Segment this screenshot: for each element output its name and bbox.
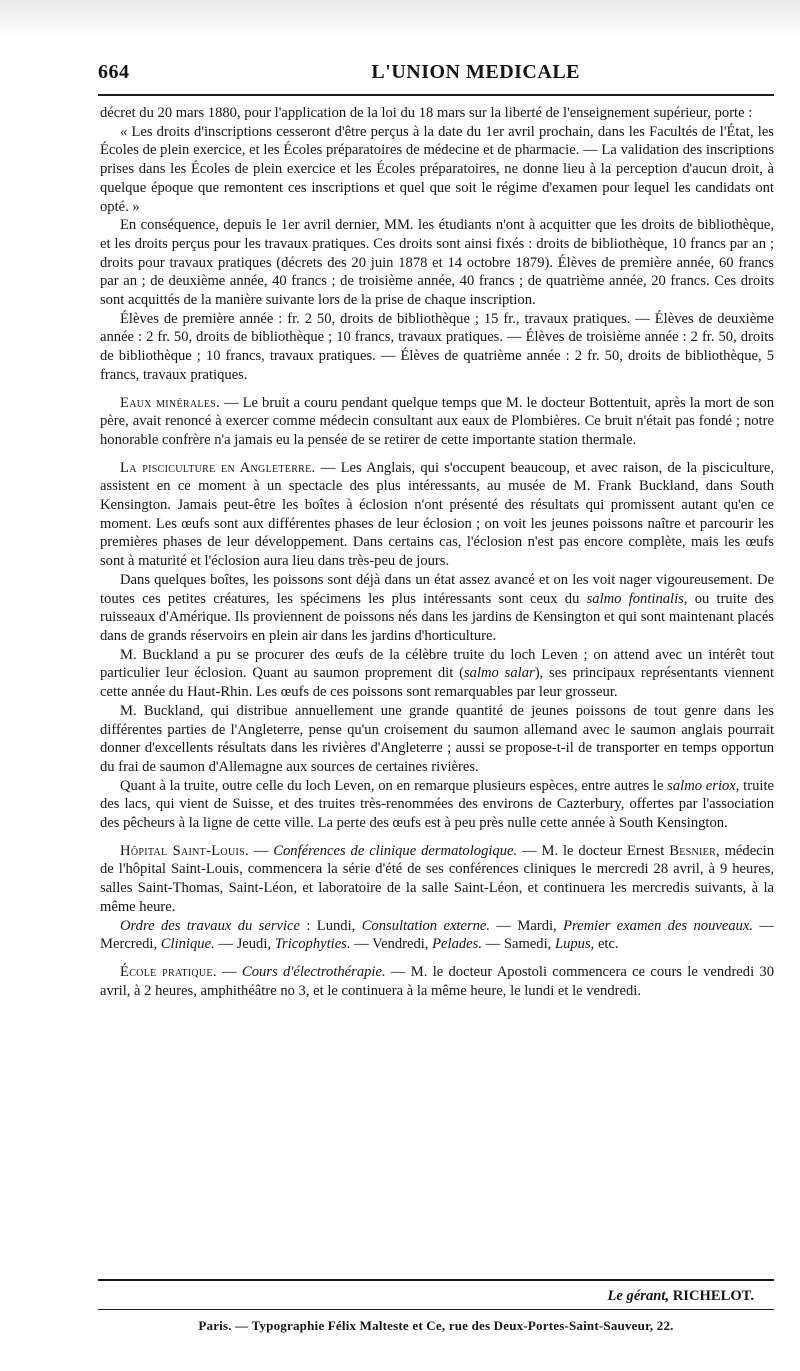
eaux-minerales-section — [100, 394, 774, 450]
species-name: salmo eriox — [667, 777, 736, 794]
decree-quote: « Les droits d'inscriptions cesseront d'être perçus à la date du 1er avril prochain, dans les Facultés de l'État, les Écoles de plein exercice, et les Écoles préparatoires de médecine et de pharmacie. — La validation des inscriptions prises dans les Écoles de plein exercice et les Écoles préparatoires, ne donne lieu à la perception d'aucun droit, à quelque époque que remontent ces inscriptions et quel que soit le régime d'examen pour lequel les candidats ont opté. » — [100, 123, 774, 215]
section-heading: Hôpital Saint-Louis. — [120, 842, 249, 859]
journal-title: L'UNION MEDICALE — [371, 61, 580, 83]
header-rule — [98, 94, 774, 96]
section-heading: École pratique. — [120, 963, 217, 980]
hopital-saint-louis-section: Hôpital Saint-Louis. — Conférences de clinique dermatologique. — M. le docteur Ernest Besnier, médecin de l'hôpital Saint-Louis, commencera la série d'été de ses conférences cliniques le mercredi 28 avril, à 9 heures, salles Saint-Thomas, Saint-Léon, et laboratoire de la salle Saint-Léon, et continuera les mercredis suivants, à la même heure. — [100, 842, 775, 915]
pisciculture-section — [100, 459, 774, 571]
page-top-shadow — [0, 0, 800, 38]
printer-imprint: Paris. — Typographie Félix Malteste et Ce, rue des Deux-Portes-Saint-Sauveur, 22. — [198, 1318, 674, 1333]
page-header — [98, 58, 770, 84]
section-heading: La pisciculture en Angleterre. — [120, 459, 316, 476]
pisciculture-paragraph: M. Buckland, qui distribue annuellement une grande quantité de jeunes poissons de tout genre dans les différentes parties de l'Angleterre, pense qu'un croisement du saumon allemand avec le saumon anglais pourrait donner d'excellents résultats dans les rivières d'Angleterre ; aussi se propose-t-il de transporter en temps opportun du frai de saumon d'Allemagne aux sources de certaines rivières. — [100, 702, 774, 775]
footer-rule — [98, 1279, 774, 1281]
gerant-signature: Le gérant, RICHELOT. — [607, 1288, 754, 1304]
fees-by-year: Élèves de première année : fr. 2 50, droits de bibliothèque ; 15 fr., travaux pratiques. — Élèves de deuxième année : 2 fr. 50, droits de bibliothèque ; 10 francs, travaux pratiques. — Élèves de troisième année : 2 fr. 50, droits de bibliothèque ; 10 francs, travaux pratiques. — Élèves de quatrième année : 2 fr. 50, droits de bibliothèque, 5 francs, travaux pratiques. — [100, 310, 774, 383]
article-body — [100, 104, 774, 1000]
section-text: — Le bruit a couru pendant quelque temps que M. le docteur Bottentuit, après la mort de son père, avait renoncé à exercer comme médecin consultant aux eaux de Plombières. Ce bruit n'était pas fondé ; notre honorable confrère n'a jamais eu la pensée de se retirer de cette importante station thermale. — [100, 394, 774, 448]
ecole-pratique-section: École pratique. — Cours d'électrothérapie. — M. le docteur Apostoli commencera ce cours le vendredi 30 avril, à 2 heures, amphithéâtre no 3, et le continuera à la même heure, le lundi et le vendredi. — [100, 963, 775, 999]
footer-rule-2 — [98, 1309, 774, 1310]
species-name: salmo salar — [463, 665, 535, 682]
fees-paragraph: En conséquence, depuis le 1er avril dernier, MM. les étudiants n'ont à acquitter que les droits de bibliothèque, et les droits perçus pour les travaux pratiques. Ces droits sont ainsi fixés : droits de bibliothèque, 10 francs par an ; droits pour travaux pratiques (décrets des 20 juin 1878 et 14 octobre 1879). Élèves de première année, 60 francs par an ; de deuxième année, 40 francs ; de troisième année, 40 francs ; de quatrième année, 20 francs. Ces droits sont acquittés de la manière suivante lors de la prise de chaque inscription. — [100, 217, 774, 309]
service-schedule: Ordre des travaux du service : Lundi, Consultation externe. — Mardi, Premier examen des nouveaux. — Mercredi, Clinique. — Jeudi, Tricophyties. — Vendredi, Pelades. — Samedi, Lupus, etc. — [100, 917, 775, 953]
pisciculture-paragraph: M. Buckland a pu se procurer des œufs de la célèbre truite du loch Leven ; on attend avec un intérêt tout particulier leur éclosion. Quant au saumon proprement dit (salmo salar), ses principaux représentants viennent cette année du Haut-Rhin. Les œufs de ces poissons sont remarquables par leur grosseur. — [100, 646, 775, 701]
section-text: — Les Anglais, qui s'occupent beaucoup, et avec raison, de la pisciculture, assistent en ce moment à un spectacle des plus intéressants, au musée de M. Frank Buckland, dans South Kensington. Jamais peut-être les boîtes à éclosion n'ont présenté des résultats qui promissent autant qu'en ce moment. Les œufs sont aux différentes phases de leur éclosion ; on voit les jeunes poissons naître et parcourir les premières phases de leur développement. Dans certains cas, l'éclosion n'est pas encore complète, mais les œufs sont à maturité et l'éclosion aura lieu dans très-peu de jours. — [100, 459, 774, 570]
decree-intro: décret du 20 mars 1880, pour l'application de la loi du 18 mars sur la liberté de l'enseignement supérieur, porte : — [100, 105, 753, 121]
page-number: 664 — [98, 61, 130, 83]
species-name: salmo fontinalis — [586, 590, 684, 607]
pisciculture-paragraph: Quant à la truite, outre celle du loch Leven, on en remarque plusieurs espèces, entre autres le salmo eriox, truite des lacs, qui vient de Suisse, et des truites très-renommées des environs de Cazterbury, offertes par l'association des pêcheurs à la ligne de cette ville. La perte des œufs est à peu près nulle cette année à South Kensington. — [100, 777, 774, 832]
pisciculture-paragraph: Dans quelques boîtes, les poissons sont déjà dans un état assez avancé et on les voit nager vigoureusement. De toutes ces petites créatures, les spécimens les plus intéressants sont ceux du salmo fontinalis, ou truite des ruisseaux d'Amérique. Ils proviennent de poissons nés dans les jardins de Kensington et qui sont maintenant placés dans de grands réservoirs en plein air dans les jardins d'horticulture. — [100, 571, 774, 644]
section-heading: Eaux minérales. — [120, 394, 220, 411]
person-name: Besnier — [669, 842, 717, 859]
